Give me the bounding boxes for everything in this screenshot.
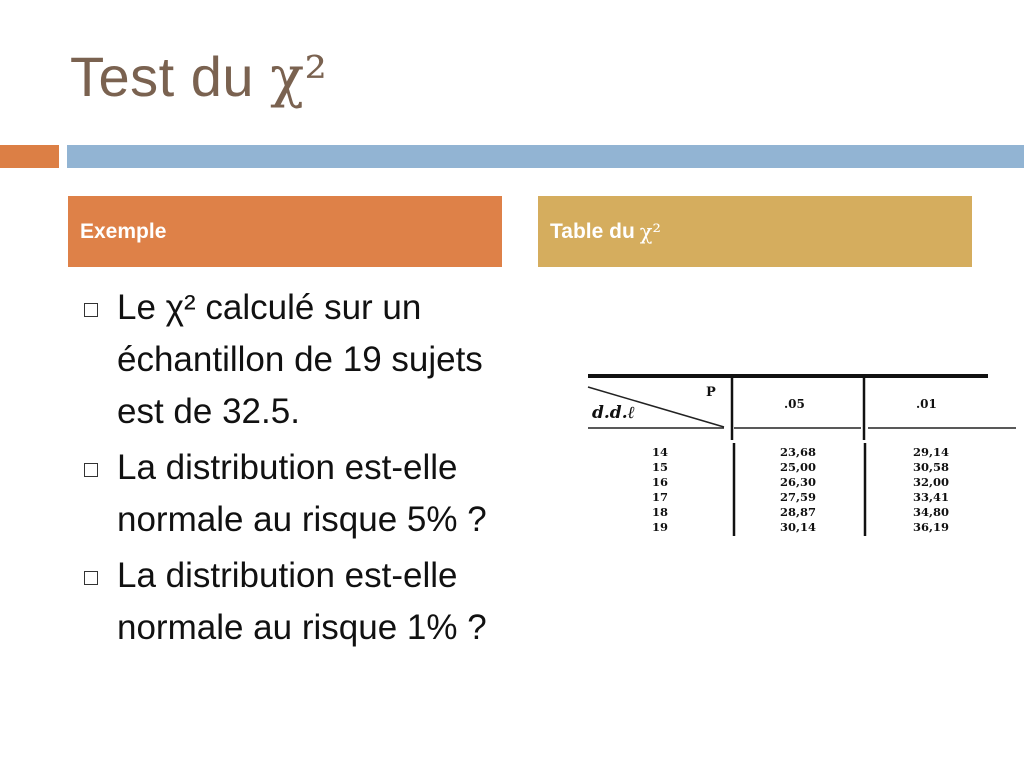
corner-ddl-label: d.d.ℓ (592, 403, 635, 423)
p01-cell: 32,00 (913, 475, 950, 489)
p05-cell: 26,30 (780, 475, 817, 489)
title-rule-orange (0, 145, 59, 168)
ddl-cell: 17 (652, 490, 669, 504)
title-rule-blue (67, 145, 1024, 168)
bullet-text: La distribution est-elle normale au risque 5% ? (117, 448, 487, 539)
ddl-cell: 14 (652, 445, 669, 459)
corner-p-label: P (706, 385, 716, 400)
p05-cell: 28,87 (780, 505, 817, 519)
p01-cell: 33,41 (913, 490, 950, 504)
p05-cell: 27,59 (780, 490, 817, 504)
p01-cell: 34,80 (913, 505, 950, 519)
bullet-list (80, 282, 490, 658)
col-header-05: .05 (784, 397, 805, 411)
column-header-table-label: Table du (550, 219, 635, 243)
slide-title-symbol: χ² (270, 45, 328, 110)
p01-cell: 36,19 (913, 520, 950, 534)
chi-square-table-image (566, 330, 1016, 540)
col-header-01: .01 (916, 397, 937, 411)
column-header-exemple-label: Exemple (80, 219, 167, 243)
column-header-exemple (68, 196, 502, 267)
p05-cell: 30,14 (780, 520, 817, 534)
p01-cell: 29,14 (913, 445, 950, 459)
p01-cell: 30,58 (913, 460, 950, 474)
column-header-table-symbol: χ² (639, 219, 661, 244)
bullet-text: La distribution est-elle normale au risque 1% ? (117, 556, 487, 647)
square-bullet-icon (84, 303, 98, 317)
square-bullet-icon (84, 571, 98, 585)
ddl-cell: 15 (652, 460, 669, 474)
slide-title-text: Test du (70, 45, 271, 108)
table-body (652, 445, 949, 534)
slide-title (70, 44, 328, 110)
list-item (80, 550, 490, 654)
p05-cell: 25,00 (780, 460, 817, 474)
p05-cell: 23,68 (780, 445, 817, 459)
ddl-cell: 19 (652, 520, 669, 534)
ddl-cell: 18 (652, 505, 669, 519)
ddl-cell: 16 (652, 475, 669, 489)
square-bullet-icon (84, 463, 98, 477)
list-item (80, 282, 490, 438)
list-item (80, 442, 490, 546)
bullet-text: Le χ² calculé sur un échantillon de 19 sujets est de 32.5. (117, 288, 483, 431)
column-header-table (538, 196, 972, 267)
